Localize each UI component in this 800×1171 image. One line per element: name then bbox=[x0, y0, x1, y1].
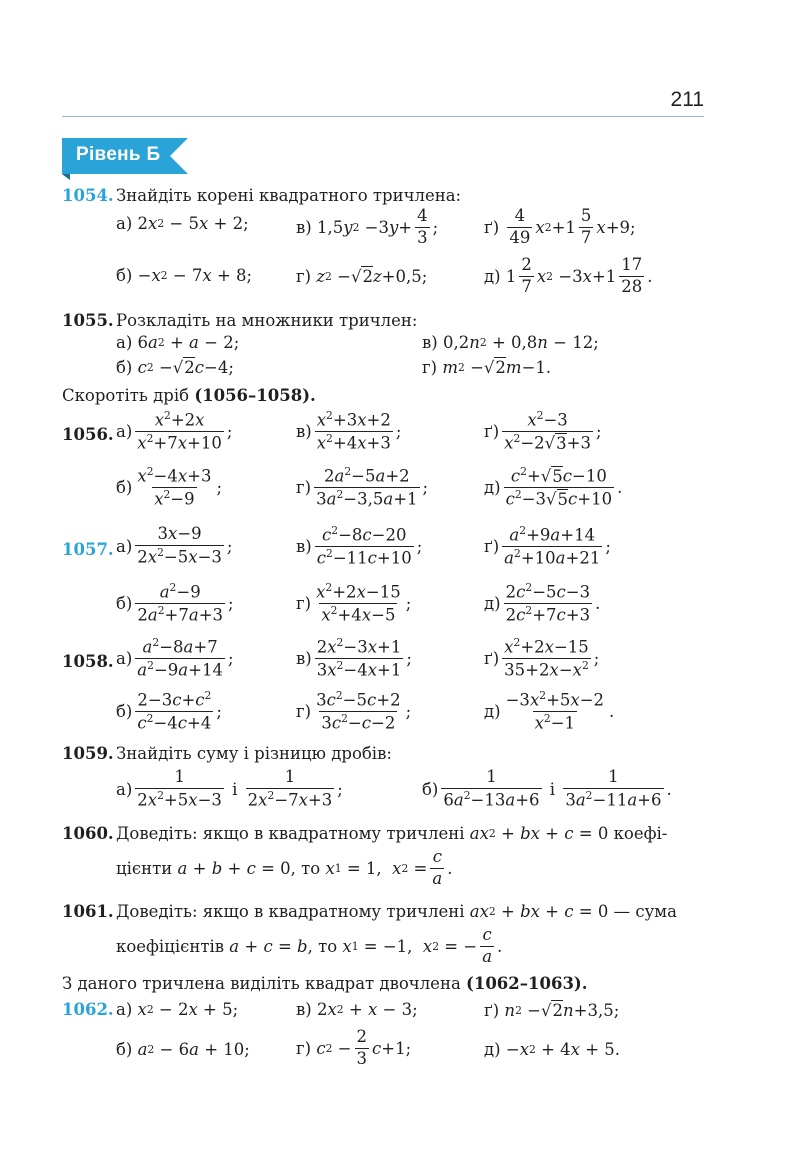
label-g: г) bbox=[296, 594, 312, 614]
label-d: д) bbox=[484, 266, 501, 286]
problem-1056-d: д) $\frac{c^2+√5c-10}{c^2-3√5c+10}$ . bbox=[484, 465, 623, 509]
square-intro bbox=[62, 974, 588, 993]
label-b: б) bbox=[116, 1040, 133, 1059]
problem-1058-a: а) $\frac{a^2-8a+7}{a^2-9a+14}$ ; bbox=[116, 636, 234, 680]
reduce-intro-range: (1056–1058). bbox=[194, 386, 316, 405]
problem-1054-gg: ґ) $\frac{4}{49}$ x 2 +1 $\frac{5}{7}$ x +9; bbox=[484, 206, 636, 247]
problem-1062-d: д) − x 2 + 4 x + 5. bbox=[484, 1040, 621, 1059]
label-gg: ґ) bbox=[484, 649, 500, 669]
problem-1057-d: д) $\frac{2c^2-5c-3}{2c^2+7c+3}$ . bbox=[484, 581, 601, 625]
level-banner bbox=[62, 138, 188, 174]
problem-1057-g: г) $\frac{x^2+2x-15}{x^2+4x-5}$ ; bbox=[296, 581, 412, 625]
label-d: д) bbox=[484, 594, 501, 614]
label-v: в) bbox=[296, 537, 312, 557]
problem-1061-text1: Доведіть: якщо в квадратному тричлені bbox=[116, 902, 465, 921]
label-g: г) bbox=[296, 478, 312, 498]
square-intro-range: (1062–1063). bbox=[466, 974, 588, 993]
problem-1054-g: г) z 2 −√ 2 z +0,5; bbox=[296, 266, 428, 286]
label-gg: ґ) bbox=[484, 1000, 500, 1020]
problem-1057-v: в) $\frac{c^2-8c-20}{c^2-11c+10}$ ; bbox=[296, 524, 423, 568]
problem-1057-a: а) $\frac{3x-9}{2x^2-5x-3}$ ; bbox=[116, 524, 233, 567]
problem-1059-number: 1059. bbox=[62, 744, 114, 763]
label-a: а) bbox=[116, 779, 133, 799]
label-a: а) bbox=[116, 649, 133, 669]
problem-1058-d: д) $\frac{-3x^2+5x-2}{x^2-1}$ . bbox=[484, 689, 615, 733]
problem-1060-text2: коефі- bbox=[613, 824, 668, 843]
label-v: в) bbox=[422, 333, 438, 352]
problem-1059-a: а) $\frac{1}{2x^2+5x-3}$ і $\frac{1}{2x^2-7x+3}$ ; bbox=[116, 767, 343, 810]
label-b: б) bbox=[116, 702, 133, 722]
label-d: д) bbox=[484, 702, 501, 722]
problem-1062-gg: ґ) n 2 −√ 2 n +3,5; bbox=[484, 1000, 620, 1020]
problem-1055-b: б) c 2 −√ 2 c −4; bbox=[116, 357, 234, 377]
conj-and: і bbox=[232, 779, 238, 799]
label-gg: ґ) bbox=[484, 537, 500, 557]
problem-1055-v: в) 0,2 n 2 + 0,8 n − 12; bbox=[422, 333, 599, 352]
problem-1056-b: б) $\frac{x^2-4x+3}{x^2-9}$ ; bbox=[116, 465, 223, 509]
problem-1061-line1: Доведіть: якщо в квадратному тричлені ax 2 + bx + c = 0 — сума bbox=[116, 902, 677, 921]
label-a: а) bbox=[116, 333, 133, 352]
problem-1061-text4: , то bbox=[307, 936, 338, 956]
problem-1058-gg: ґ) $\frac{x^2+2x-15}{35+2x-x^2}$ ; bbox=[484, 636, 600, 680]
label-gg: ґ) bbox=[484, 422, 500, 442]
problem-1056-number: 1056. bbox=[62, 425, 114, 444]
problem-1060-line2: цієнти a + b + c = 0 , то x 1 = 1, x 2 = $\frac{c}{a}$ . bbox=[116, 847, 453, 888]
problem-1054-number: 1054. bbox=[62, 186, 114, 205]
problem-1060-line1: Доведіть: якщо в квадратному тричлені ax 2 + bx + c = 0 коефі- bbox=[116, 824, 668, 843]
label-g: г) bbox=[296, 1038, 312, 1058]
label-a: а) bbox=[116, 536, 133, 556]
label-v: в) bbox=[296, 217, 312, 237]
problem-1055-number: 1055. bbox=[62, 311, 114, 330]
problem-1059-text: Знайдіть суму і різницю дробів: bbox=[116, 744, 392, 763]
reduce-intro bbox=[62, 386, 316, 405]
problem-1058-g: г) $\frac{3c^2-5c+2}{3c^2-c-2}$ ; bbox=[296, 689, 412, 733]
problem-1056-gg: ґ) $\frac{x^2-3}{x^2-2√3+3}$ ; bbox=[484, 409, 602, 453]
page-number: 211 bbox=[670, 88, 704, 111]
problem-1054-v: в) 1,5 y 2 −3 y + $\frac{4}{3}$ ; bbox=[296, 206, 439, 247]
problem-1061-text2: — сума bbox=[613, 902, 677, 921]
label-a: а) bbox=[116, 1000, 133, 1019]
problem-1062-a: а) x 2 − 2 x + 5; bbox=[116, 1000, 239, 1019]
problem-1060-text3: цієнти bbox=[116, 858, 173, 878]
problem-1057-b: б) $\frac{a^2-9}{2a^2+7a+3}$ ; bbox=[116, 581, 234, 625]
problem-1060-number: 1060. bbox=[62, 824, 114, 843]
label-g: г) bbox=[296, 702, 312, 722]
problem-1055-g: г) m 2 −√ 2 m −1. bbox=[422, 357, 552, 377]
problem-1054-text: Знайдіть корені квадратного тричлена: bbox=[116, 186, 462, 205]
label-b: б) bbox=[116, 266, 133, 285]
problem-1056-g: г) $\frac{2a^2-5a+2}{3a^2-3,5a+1}$ ; bbox=[296, 465, 429, 509]
problem-1058-v: в) $\frac{2x^2-3x+1}{3x^2-4x+1}$ ; bbox=[296, 636, 412, 680]
problem-1061-text3: коефіцієнтів bbox=[116, 936, 225, 956]
label-d: д) bbox=[484, 478, 501, 498]
problem-1054-d: д) 1 $\frac{2}{7}$ x 2 −3 x +1 $\frac{17}{28}$ . bbox=[484, 255, 653, 296]
problem-1056-a: а) $\frac{x^2+2x}{x^2+7x+10}$ ; bbox=[116, 409, 233, 453]
label-b: б) bbox=[116, 594, 133, 614]
header-rule bbox=[62, 116, 704, 117]
problem-1056-v: в) $\frac{x^2+3x+2}{x^2+4x+3}$ ; bbox=[296, 409, 402, 453]
problem-1055-text: Розкладіть на множники тричлен: bbox=[116, 311, 418, 330]
label-gg: ґ) bbox=[484, 217, 500, 237]
label-b: б) bbox=[422, 779, 439, 799]
problem-1059-b: б) $\frac{1}{6a^2-13a+6}$ і $\frac{1}{3a^2-11a+6}$ . bbox=[422, 767, 672, 810]
problem-1062-v: в) 2 x 2 + x − 3; bbox=[296, 1000, 418, 1019]
problem-1054-a: а) 2 x 2 − 5 x + 2; bbox=[116, 214, 249, 233]
problem-1057-number: 1057. bbox=[62, 540, 114, 559]
problem-1054-b: б) − x 2 − 7 x + 8; bbox=[116, 266, 253, 285]
problem-1062-g: г) c 2 − $\frac{2}{3}$ c +1; bbox=[296, 1027, 412, 1068]
label-b: б) bbox=[116, 357, 133, 377]
label-a: а) bbox=[116, 214, 133, 233]
problem-1057-gg: ґ) $\frac{a^2+9a+14}{a^2+10a+21}$ ; bbox=[484, 524, 611, 568]
problem-1058-b: б) $\frac{2-3c+c^2}{c^2-4c+4}$ ; bbox=[116, 689, 222, 733]
square-intro-text: З даного тричлена виділіть квадрат двочлена bbox=[62, 974, 467, 993]
label-v: в) bbox=[296, 649, 312, 669]
label-a: а) bbox=[116, 422, 133, 442]
label-g: г) bbox=[422, 357, 438, 377]
problem-1060-text1: Доведіть: якщо в квадратному тричлені bbox=[116, 824, 465, 843]
label-v: в) bbox=[296, 1000, 312, 1019]
problem-1062-number: 1062. bbox=[62, 1000, 114, 1019]
label-d: д) bbox=[484, 1040, 501, 1059]
label-b: б) bbox=[116, 478, 133, 498]
problem-1062-b: б) a 2 − 6 a + 10; bbox=[116, 1040, 250, 1059]
label-v: в) bbox=[296, 422, 312, 442]
level-title: Рівень Б bbox=[76, 144, 161, 165]
problem-1058-number: 1058. bbox=[62, 652, 114, 671]
conj-and: і bbox=[549, 779, 556, 799]
problem-1055-a: а) 6 a 2 + a − 2; bbox=[116, 333, 240, 352]
problem-1061-line2: коефіцієнтів a + c = b , то x 1 = −1, x 2 = − $\frac{c}{a}$ . bbox=[116, 925, 503, 966]
problem-1060-text4: , то bbox=[290, 858, 321, 878]
label-g: г) bbox=[296, 266, 312, 286]
reduce-intro-text: Скоротіть дріб bbox=[62, 386, 195, 405]
problem-1061-number: 1061. bbox=[62, 902, 114, 921]
